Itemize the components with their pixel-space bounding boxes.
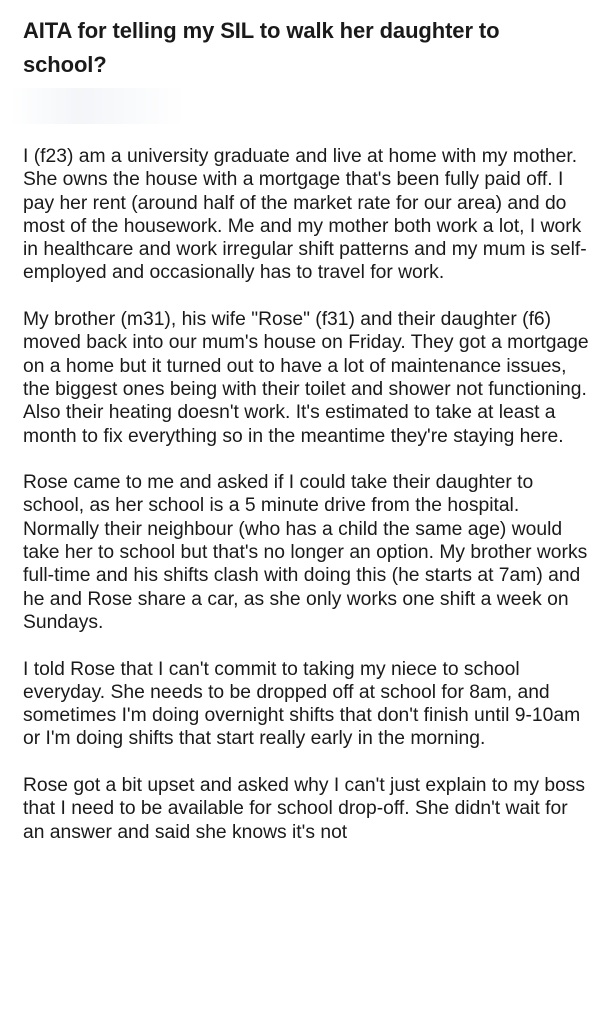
- post-title[interactable]: AITA for telling my SIL to walk her daughter to school?: [23, 18, 500, 77]
- post-paragraph-3: Rose came to me and asked if I could take their daughter to school, as her school is a 5 minute drive from the hospital. Normally their neighbour (who has a child the same age) would take her to school but that's no longer an option. My brother works full-time and his shifts clash with doing this (he starts at 7am) and he and Rose share a car, as she only works one shift a week on Sundays.: [23, 472, 588, 633]
- post-paragraph-1: I (f23) am a university graduate and live at home with my mother. She owns the house with a mortgage that's been fully paid off. I pay her rent (around half of the market rate for our area) and do most of the housework. Me and my mother both work a lot, I work in healthcare and work irregular shift patterns and my mum is self-employed and occasionally has to travel for work.: [23, 146, 587, 284]
- post-paragraph-5: Rose got a bit upset and asked why I can't just explain to my boss that I need to be available for school drop-off. She didn't wait for an answer and said she knows it's not: [23, 775, 586, 843]
- post-paragraph-4: I told Rose that I can't commit to taking my niece to school everyday. She needs to be dropped off at school for 8am, and sometimes I'm doing overnight shifts that don't finish until 9-10am or I'm doing shifts that start really early in the morning.: [23, 658, 581, 750]
- header-fade-overlay: [10, 88, 185, 124]
- post-body: [23, 145, 593, 867]
- post-paragraph-2: My brother (m31), his wife "Rose" (f31) and their daughter (f6) moved back into our mum's house on Friday. They got a mortgage on a home but it turned out to have a lot of maintenance issues, the biggest ones being with their toilet and shower not functioning. Also their heating doesn't work. It's estimated to take at least a month to fix everything so in the meantime they're staying here.: [23, 309, 589, 447]
